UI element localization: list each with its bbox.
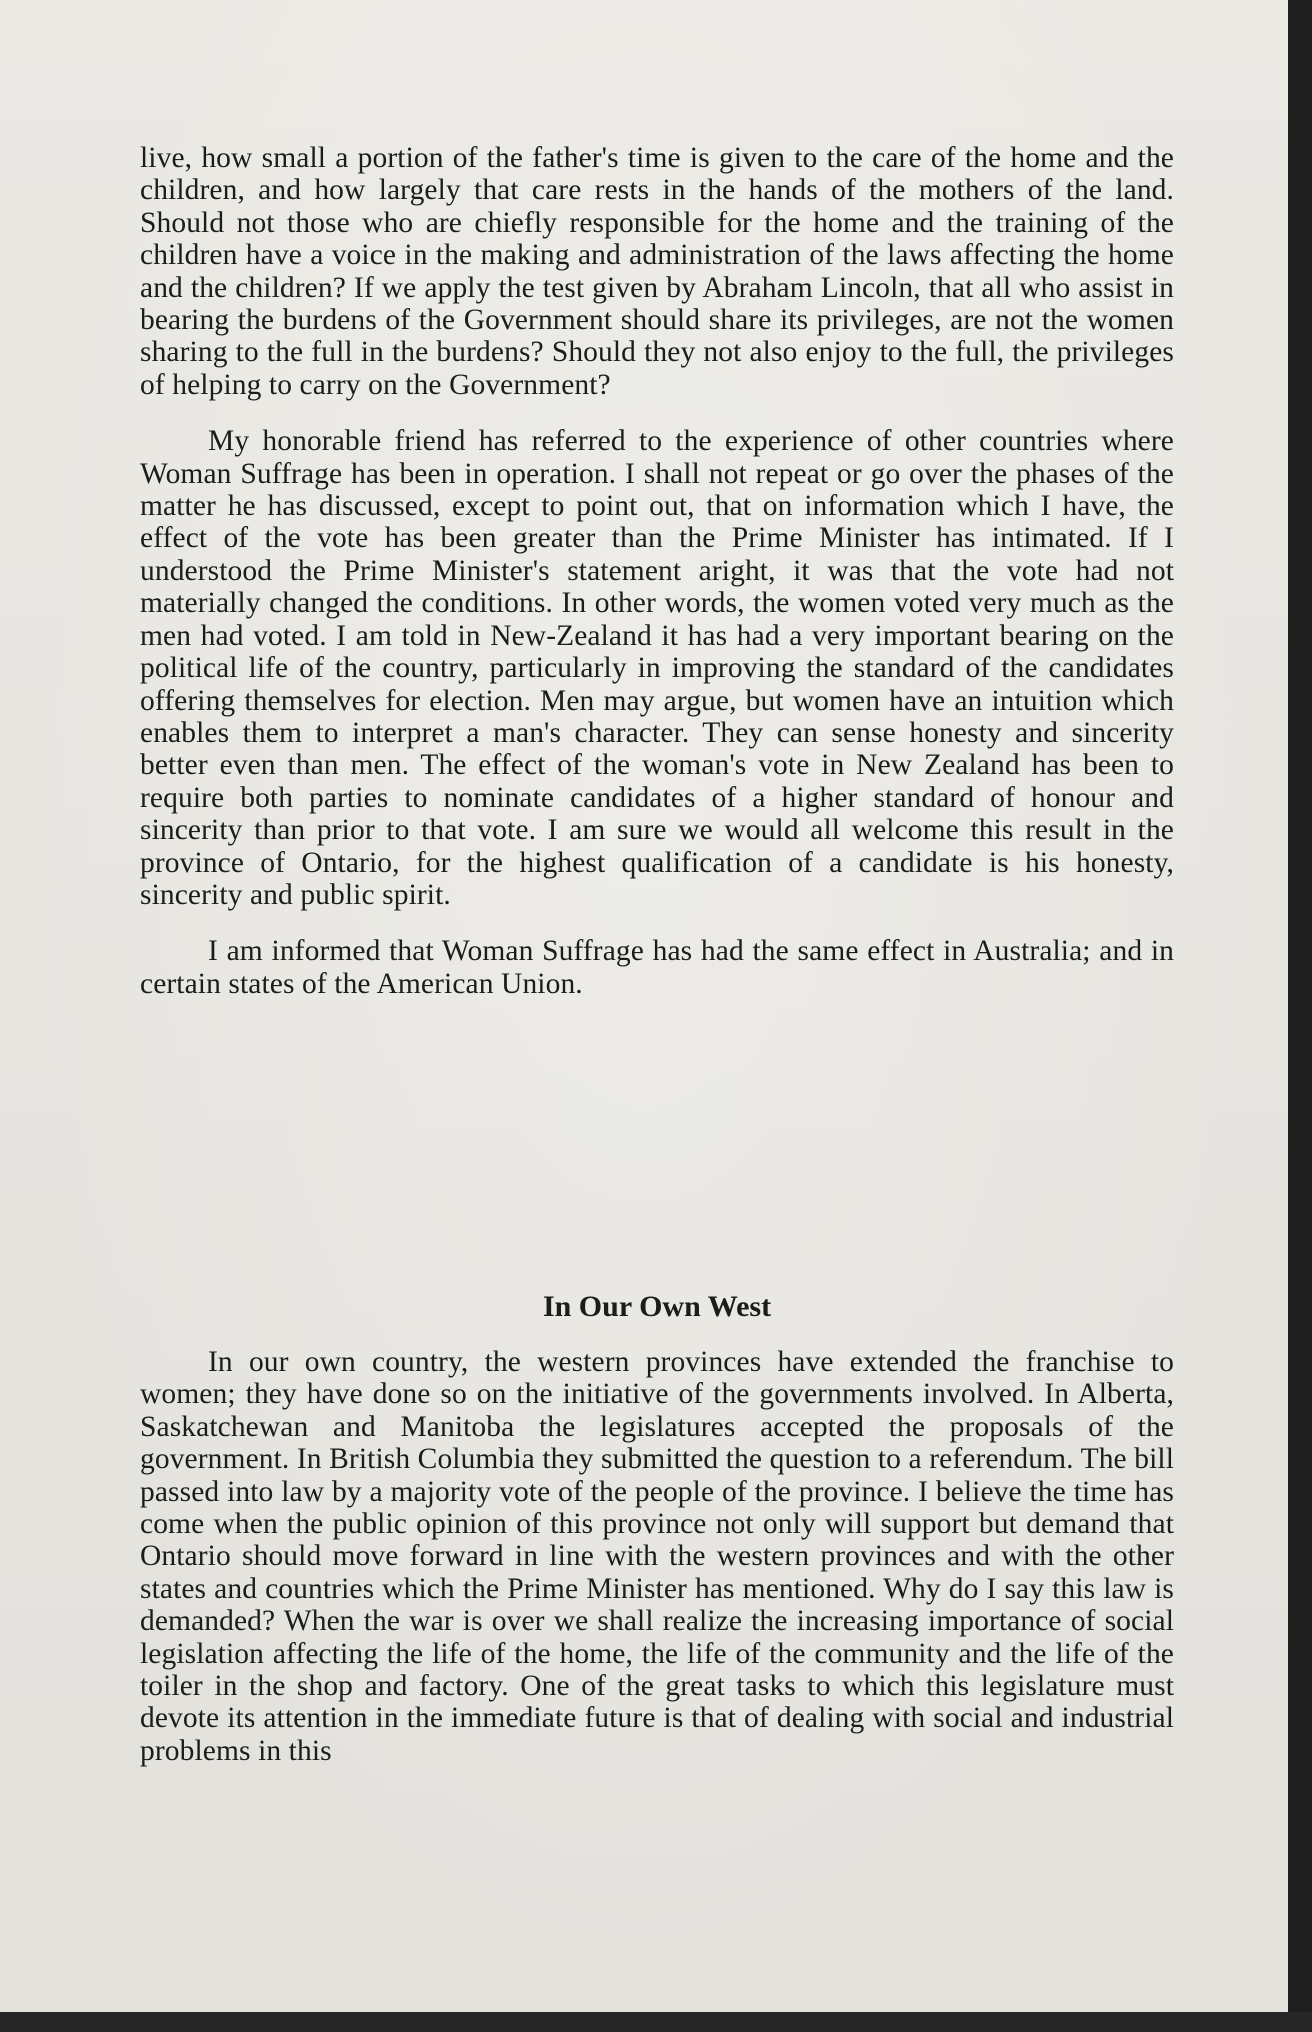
paragraph: live, how small a portion of the father's time is given to the care of the home and the children, and how largely that care rests in the hands of the mothers of the land. Should not those who are chiefly responsible for the home and the training of the children have a voice in the making and administration of the laws affecting the home and the children? If we apply the test given by Abraham Lincoln, that all who assist in bearing the burdens of the Government should share its privileges, are not the women sharing to the full in the burdens? Should they not also enjoy to the full, the privileges of helping to carry on the Government? (140, 142, 1174, 401)
paragraph: In our own country, the western provinces have extended the franchise to women; they have done so on the initiative of the governments involved. In Alberta, Saskatchewan and Manitoba the legislatures accepted the proposals of the government. In British Columbia they submitted the question to a referendum. The bill passed into law by a majority vote of the people of the province. I believe the time has come when the public opinion of this province not only will support but demand that Ontario should move forward in line with the western provinces and with the other states and countries which the Prime Minister has mentioned. Why do I say this law is demanded? When the war is over we shall realize the increasing importance of social legislation affecting the life of the home, the life of the community and the life of the toiler in the shop and factory. One of the great tasks to which this legislature must devote its attention in the immediate future is that of dealing with social and industrial problems in this (140, 1346, 1174, 1767)
scan-border-bottom (0, 2012, 1312, 2032)
paragraph: My honorable friend has referred to the experience of other countries where Woman Suffrage has been in operation. I shall not repeat or go over the phases of the matter he has discussed, except to point out, that on information which I have, the effect of the vote has been greater than the Prime Minister has intimated. If I understood the Prime Minister's statement aright, it was that the vote had not materially changed the conditions. In other words, the women voted very much as the men had voted. I am told in New-Zealand it has had a very important bearing on the political life of the country, particularly in improving the standard of the candidates offering themselves for election. Men may argue, but women have an intuition which enables them to interpret a man's character. They can sense honesty and sincerity better even than men. The effect of the woman's vote in New Zealand has been to require both parties to nominate candidates of a higher standard of honour and sincerity than prior to that vote. I am sure we would all welcome this result in the province of Ontario, for the highest qualification of a candidate is his honesty, sincerity and public spirit. (140, 425, 1174, 911)
body-text (140, 142, 1174, 1000)
paragraph: I am informed that Woman Suffrage has had the same effect in Australia; and in certain states of the American Union. (140, 935, 1174, 1000)
scan-border-right (1288, 0, 1312, 2032)
section-heading: In Our Own West (542, 1290, 772, 1323)
section-body-text (140, 1346, 1174, 1767)
